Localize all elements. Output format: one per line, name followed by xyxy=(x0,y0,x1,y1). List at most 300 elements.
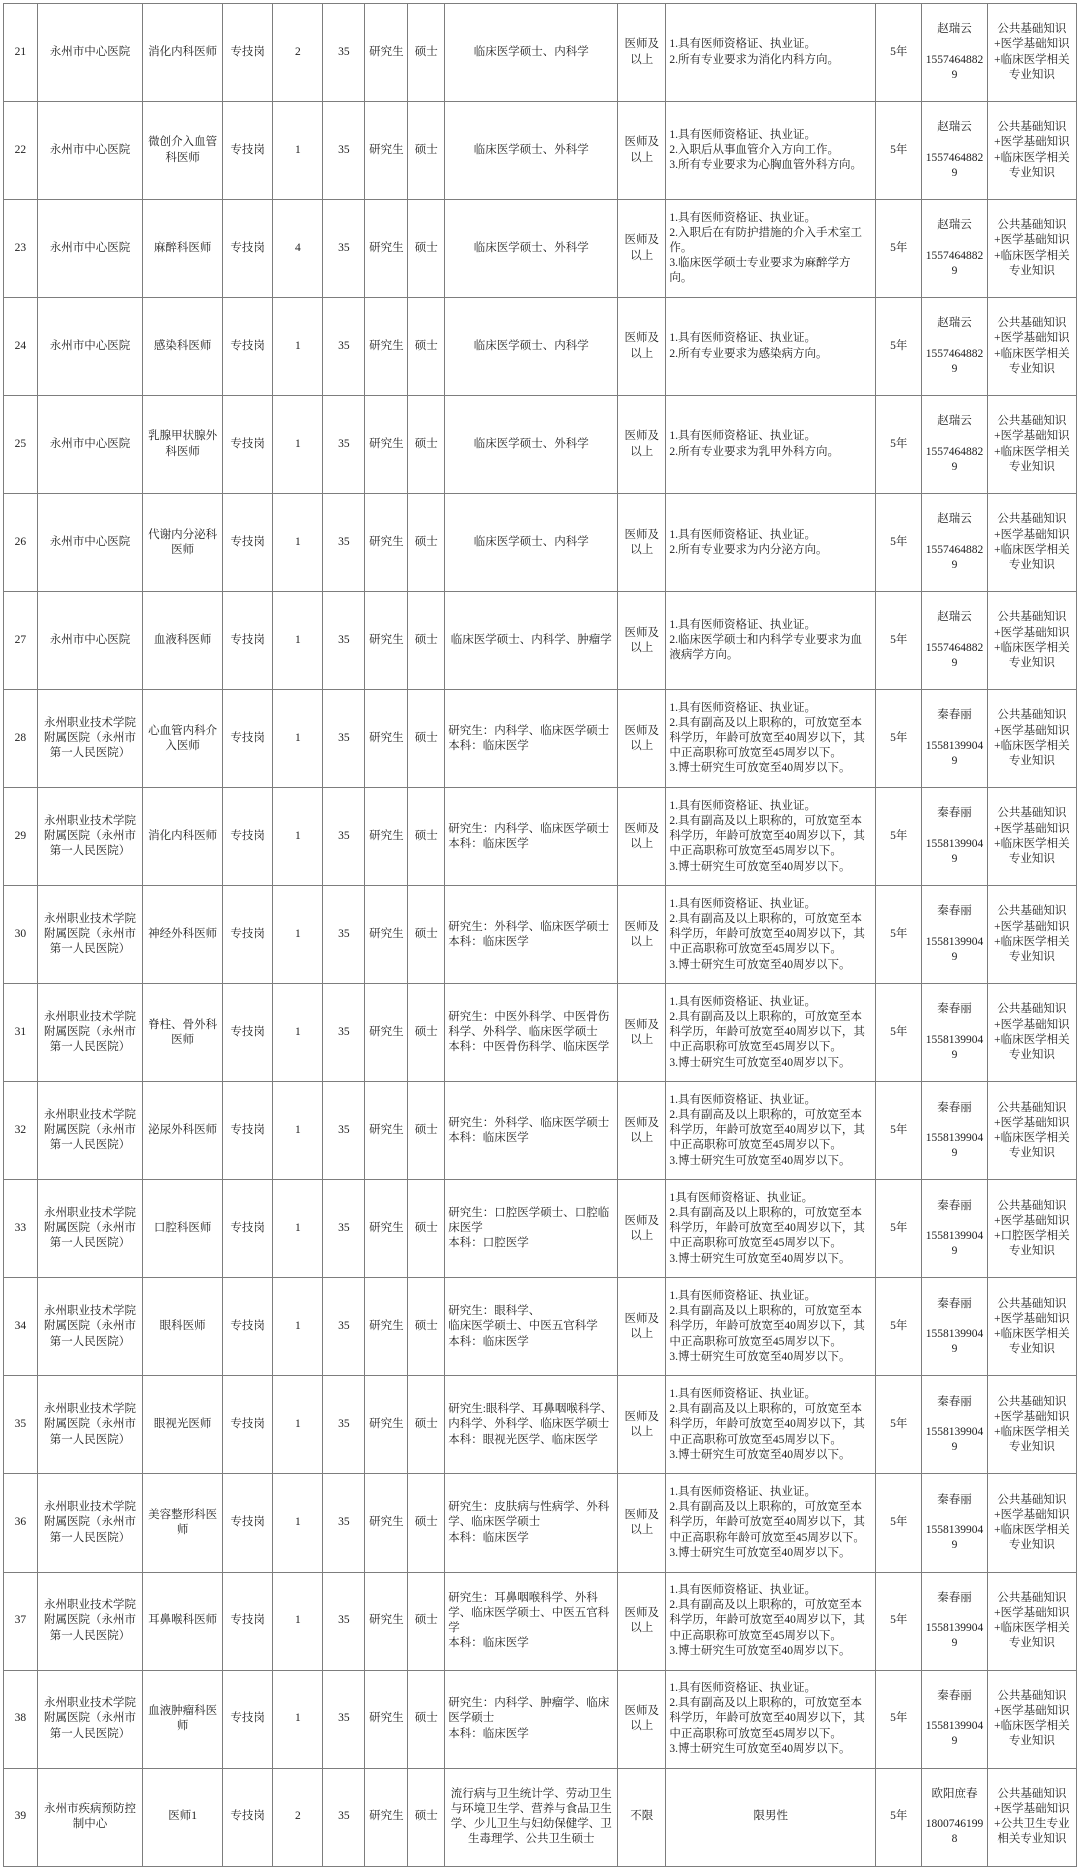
cell-age-limit: 35 xyxy=(323,1180,365,1278)
cell-title-requirement: 医师及以上 xyxy=(618,396,666,494)
contact-phone: 15581399049 xyxy=(925,739,984,767)
cell-service-years: 5年 xyxy=(876,102,922,200)
cell-employer-name: 永州职业技术学院附属医院（永州市第一人民医院） xyxy=(37,1376,142,1474)
cell-title-requirement: 医师及以上 xyxy=(618,592,666,690)
cell-seq-number: 29 xyxy=(4,788,38,886)
cell-degree: 硕士 xyxy=(408,1572,445,1670)
cell-other-requirements: 1.具有医师资格证、执业证。 2.具有副高及以上职称的，可放宽至本科学历，年龄可放宽至40周岁以下，其中正高职称可放宽至45周岁以下。 3.博士研究生可放宽至40周岁以下。 xyxy=(666,1670,876,1768)
cell-degree: 硕士 xyxy=(408,788,445,886)
cell-title-requirement: 医师及以上 xyxy=(618,1278,666,1376)
cell-major-requirement: 研究生：外科学、临床医学硕士 本科：临床医学 xyxy=(445,886,618,984)
cell-seq-number: 26 xyxy=(4,494,38,592)
cell-headcount: 1 xyxy=(273,886,323,984)
cell-exam-subjects: 公共基础知识+医学基础知识+临床医学相关专业知识 xyxy=(987,298,1076,396)
cell-service-years: 5年 xyxy=(876,788,922,886)
cell-position-name: 消化内科医师 xyxy=(143,788,223,886)
contact-name: 赵瑞云 xyxy=(937,219,972,232)
cell-seq-number: 36 xyxy=(4,1474,38,1572)
cell-age-limit: 35 xyxy=(323,592,365,690)
cell-age-limit: 35 xyxy=(323,396,365,494)
cell-major-requirement: 研究生：皮肤病与性病学、外科学、临床医学硕士 本科：临床医学 xyxy=(445,1474,618,1572)
cell-title-requirement: 医师及以上 xyxy=(618,200,666,298)
table-row xyxy=(4,1768,1077,1866)
cell-title-requirement: 医师及以上 xyxy=(618,102,666,200)
cell-education: 研究生 xyxy=(365,494,408,592)
contact-name: 赵瑞云 xyxy=(937,415,972,428)
contact-phone: 15574648829 xyxy=(925,347,984,375)
cell-other-requirements: 1.具有医师资格证、执业证。 2.所有专业要求为感染病方向。 xyxy=(666,298,876,396)
cell-contact xyxy=(922,4,988,102)
cell-age-limit: 35 xyxy=(323,494,365,592)
cell-employer-name: 永州职业技术学院附属医院（永州市第一人民医院） xyxy=(37,1474,142,1572)
cell-contact xyxy=(922,886,988,984)
cell-title-requirement: 医师及以上 xyxy=(618,1572,666,1670)
cell-degree: 硕士 xyxy=(408,984,445,1082)
cell-position-name: 血液科医师 xyxy=(143,592,223,690)
cell-position-name: 脊柱、骨外科医师 xyxy=(143,984,223,1082)
cell-age-limit: 35 xyxy=(323,1474,365,1572)
cell-age-limit: 35 xyxy=(323,690,365,788)
contact-name: 秦春丽 xyxy=(937,1003,972,1016)
cell-headcount: 2 xyxy=(273,4,323,102)
contact-phone: 15581399049 xyxy=(925,1131,984,1160)
contact-name: 欧阳庶春 xyxy=(931,1787,978,1800)
table-row xyxy=(4,788,1077,886)
cell-post-category: 专技岗 xyxy=(223,1572,273,1670)
cell-degree: 硕士 xyxy=(408,1670,445,1768)
contact-name: 秦春丽 xyxy=(937,1297,972,1310)
cell-employer-name: 永州职业技术学院附属医院（永州市第一人民医院） xyxy=(37,1082,142,1180)
cell-contact xyxy=(922,1082,988,1180)
cell-exam-subjects: 公共基础知识+医学基础知识+临床医学相关专业知识 xyxy=(987,1278,1076,1376)
cell-employer-name: 永州职业技术学院附属医院（永州市第一人民医院） xyxy=(37,1180,142,1278)
contact-phone: 15581399049 xyxy=(925,1523,984,1552)
cell-other-requirements: 1.具有医师资格证、执业证。 2.具有副高及以上职称的，可放宽至本科学历，年龄可放宽至40周岁以下，其中正高职称可放宽至45周岁以下。 3.博士研究生可放宽至40周岁以下。 xyxy=(666,1278,876,1376)
contact-name: 赵瑞云 xyxy=(937,611,972,624)
cell-other-requirements: 1.具有医师资格证、执业证。 2.具有副高及以上职称的，可放宽至本科学历，年龄可放宽至40周岁以下，其中正高职称可放宽至45周岁以下。 3.博士研究生可放宽至40周岁以下。 xyxy=(666,1082,876,1180)
cell-exam-subjects: 公共基础知识+医学基础知识+临床医学相关专业知识 xyxy=(987,1082,1076,1180)
job-table-body xyxy=(4,4,1077,1867)
cell-position-name: 血液肿瘤科医师 xyxy=(143,1670,223,1768)
contact-name: 赵瑞云 xyxy=(937,121,972,134)
cell-employer-name: 永州市中心医院 xyxy=(37,102,142,200)
contact-phone: 15574648829 xyxy=(925,543,984,571)
cell-seq-number: 24 xyxy=(4,298,38,396)
cell-headcount: 1 xyxy=(273,788,323,886)
cell-age-limit: 35 xyxy=(323,298,365,396)
cell-exam-subjects: 公共基础知识+医学基础知识+临床医学相关专业知识 xyxy=(987,592,1076,690)
cell-other-requirements: 1.具有医师资格证、执业证。 2.具有副高及以上职称的，可放宽至本科学历，年龄可放宽至40周岁以下，其中正高职称年龄可放宽至45周岁以下。 3.博士研究生可放宽至40周岁以下。 xyxy=(666,1474,876,1572)
cell-service-years: 5年 xyxy=(876,1572,922,1670)
cell-position-name: 代谢内分泌科医师 xyxy=(143,494,223,592)
cell-seq-number: 33 xyxy=(4,1180,38,1278)
cell-degree: 硕士 xyxy=(408,1082,445,1180)
cell-post-category: 专技岗 xyxy=(223,592,273,690)
cell-contact xyxy=(922,592,988,690)
cell-age-limit: 35 xyxy=(323,788,365,886)
contact-phone: 15581399049 xyxy=(925,1425,984,1454)
cell-age-limit: 35 xyxy=(323,1768,365,1866)
cell-exam-subjects: 公共基础知识+医学基础知识+临床医学相关专业知识 xyxy=(987,690,1076,788)
cell-degree: 硕士 xyxy=(408,886,445,984)
cell-position-name: 麻醉科医师 xyxy=(143,200,223,298)
cell-contact xyxy=(922,1278,988,1376)
cell-service-years: 5年 xyxy=(876,396,922,494)
cell-education: 研究生 xyxy=(365,1376,408,1474)
contact-name: 赵瑞云 xyxy=(937,317,972,330)
cell-degree: 硕士 xyxy=(408,1474,445,1572)
cell-exam-subjects: 公共基础知识+医学基础知识+临床医学相关专业知识 xyxy=(987,984,1076,1082)
table-row xyxy=(4,4,1077,102)
cell-headcount: 1 xyxy=(273,1082,323,1180)
cell-post-category: 专技岗 xyxy=(223,984,273,1082)
cell-contact xyxy=(922,200,988,298)
cell-degree: 硕士 xyxy=(408,102,445,200)
cell-employer-name: 永州职业技术学院附属医院（永州市第一人民医院） xyxy=(37,886,142,984)
cell-contact xyxy=(922,1768,988,1866)
cell-education: 研究生 xyxy=(365,788,408,886)
cell-contact xyxy=(922,1474,988,1572)
cell-service-years: 5年 xyxy=(876,494,922,592)
cell-title-requirement: 医师及以上 xyxy=(618,298,666,396)
contact-name: 秦春丽 xyxy=(937,1395,972,1408)
cell-headcount: 1 xyxy=(273,984,323,1082)
cell-degree: 硕士 xyxy=(408,1180,445,1278)
cell-post-category: 专技岗 xyxy=(223,4,273,102)
cell-title-requirement: 医师及以上 xyxy=(618,494,666,592)
cell-major-requirement: 研究生：耳鼻咽喉科学、外科学、临床医学硕士、中医五官科学 本科：临床医学 xyxy=(445,1572,618,1670)
cell-exam-subjects: 公共基础知识+医学基础知识+公共卫生专业相关专业知识 xyxy=(987,1768,1076,1866)
cell-title-requirement: 医师及以上 xyxy=(618,886,666,984)
cell-position-name: 泌尿外科医师 xyxy=(143,1082,223,1180)
cell-contact xyxy=(922,1376,988,1474)
cell-service-years: 5年 xyxy=(876,1670,922,1768)
cell-exam-subjects: 公共基础知识+医学基础知识+临床医学相关专业知识 xyxy=(987,494,1076,592)
cell-education: 研究生 xyxy=(365,298,408,396)
cell-title-requirement: 医师及以上 xyxy=(618,4,666,102)
cell-education: 研究生 xyxy=(365,1278,408,1376)
cell-contact xyxy=(922,102,988,200)
table-row xyxy=(4,1278,1077,1376)
cell-post-category: 专技岗 xyxy=(223,1474,273,1572)
cell-service-years: 5年 xyxy=(876,690,922,788)
contact-phone: 15581399049 xyxy=(925,935,984,963)
cell-other-requirements: 1.具有医师资格证、执业证。 2.所有专业要求为乳甲外科方向。 xyxy=(666,396,876,494)
cell-age-limit: 35 xyxy=(323,1082,365,1180)
contact-phone: 15574648829 xyxy=(925,249,984,277)
cell-post-category: 专技岗 xyxy=(223,1670,273,1768)
cell-contact xyxy=(922,788,988,886)
cell-seq-number: 37 xyxy=(4,1572,38,1670)
table-row xyxy=(4,396,1077,494)
cell-position-name: 消化内科医师 xyxy=(143,4,223,102)
cell-degree: 硕士 xyxy=(408,592,445,690)
cell-major-requirement: 临床医学硕士、外科学 xyxy=(445,396,618,494)
table-row xyxy=(4,494,1077,592)
cell-education: 研究生 xyxy=(365,984,408,1082)
cell-service-years: 5年 xyxy=(876,298,922,396)
cell-other-requirements: 1.具有医师资格证、执业证。 2.具有副高及以上职称的，可放宽至本科学历，年龄可放宽至40周岁以下，其中正高职称可放宽至45周岁以下。 3.博士研究生可放宽至40周岁以下。 xyxy=(666,788,876,886)
cell-service-years: 5年 xyxy=(876,984,922,1082)
cell-education: 研究生 xyxy=(365,592,408,690)
cell-post-category: 专技岗 xyxy=(223,102,273,200)
cell-education: 研究生 xyxy=(365,1180,408,1278)
cell-age-limit: 35 xyxy=(323,1670,365,1768)
cell-major-requirement: 临床医学硕士、内科学、肿瘤学 xyxy=(445,592,618,690)
cell-degree: 硕士 xyxy=(408,4,445,102)
cell-position-name: 心血管内科介入医师 xyxy=(143,690,223,788)
table-row xyxy=(4,1082,1077,1180)
cell-employer-name: 永州职业技术学院附属医院（永州市第一人民医院） xyxy=(37,1572,142,1670)
cell-major-requirement: 研究生：内科学、临床医学硕士 本科：临床医学 xyxy=(445,690,618,788)
cell-seq-number: 30 xyxy=(4,886,38,984)
cell-degree: 硕士 xyxy=(408,396,445,494)
cell-other-requirements: 1.具有医师资格证、执业证。 2.临床医学硕士和内科学专业要求为血液病学方向。 xyxy=(666,592,876,690)
cell-headcount: 1 xyxy=(273,1474,323,1572)
contact-name: 秦春丽 xyxy=(937,1689,972,1702)
cell-post-category: 专技岗 xyxy=(223,1768,273,1866)
cell-major-requirement: 临床医学硕士、外科学 xyxy=(445,200,618,298)
cell-education: 研究生 xyxy=(365,200,408,298)
cell-headcount: 1 xyxy=(273,1180,323,1278)
cell-exam-subjects: 公共基础知识+医学基础知识+临床医学相关专业知识 xyxy=(987,1474,1076,1572)
cell-title-requirement: 医师及以上 xyxy=(618,1474,666,1572)
cell-age-limit: 35 xyxy=(323,1376,365,1474)
cell-degree: 硕士 xyxy=(408,1768,445,1866)
contact-phone: 15574648829 xyxy=(925,445,984,473)
table-row xyxy=(4,298,1077,396)
cell-degree: 硕士 xyxy=(408,298,445,396)
cell-exam-subjects: 公共基础知识+医学基础知识+临床医学相关专业知识 xyxy=(987,396,1076,494)
cell-education: 研究生 xyxy=(365,1474,408,1572)
cell-post-category: 专技岗 xyxy=(223,200,273,298)
table-row xyxy=(4,1180,1077,1278)
cell-title-requirement: 医师及以上 xyxy=(618,1670,666,1768)
table-row xyxy=(4,886,1077,984)
cell-service-years: 5年 xyxy=(876,886,922,984)
cell-position-name: 口腔科医师 xyxy=(143,1180,223,1278)
cell-other-requirements: 1.具有医师资格证、执业证。 2.具有副高及以上职称的，可放宽至本科学历，年龄可放宽至40周岁以下，其中正高职称可放宽至45周岁以下。 3.博士研究生可放宽至40周岁以下。 xyxy=(666,1572,876,1670)
cell-degree: 硕士 xyxy=(408,1278,445,1376)
contact-phone: 15574648829 xyxy=(925,151,984,179)
cell-other-requirements: 1具有医师资格证、执业证。 2.具有副高及以上职称的，可放宽至本科学历，年龄可放宽至40周岁以下，其中正高职称可放宽至45周岁以下。 3.博士研究生可放宽至40周岁以下。 xyxy=(666,1180,876,1278)
cell-seq-number: 22 xyxy=(4,102,38,200)
cell-service-years: 5年 xyxy=(876,1278,922,1376)
contact-phone: 15574648829 xyxy=(925,53,984,81)
contact-name: 赵瑞云 xyxy=(937,23,972,36)
cell-title-requirement: 医师及以上 xyxy=(618,1082,666,1180)
table-row xyxy=(4,1670,1077,1768)
cell-major-requirement: 临床医学硕士、内科学 xyxy=(445,298,618,396)
cell-post-category: 专技岗 xyxy=(223,494,273,592)
cell-headcount: 1 xyxy=(273,1572,323,1670)
cell-major-requirement: 研究生:眼科学、耳鼻咽喉科学、内科学、外科学、临床医学硕士 本科：眼视光医学、临床医学 xyxy=(445,1376,618,1474)
cell-post-category: 专技岗 xyxy=(223,690,273,788)
contact-name: 秦春丽 xyxy=(937,905,972,918)
cell-position-name: 医师1 xyxy=(143,1768,223,1866)
contact-phone: 15581399049 xyxy=(925,1327,984,1356)
cell-position-name: 感染科医师 xyxy=(143,298,223,396)
contact-phone: 15581399049 xyxy=(925,837,984,865)
cell-contact xyxy=(922,1180,988,1278)
cell-major-requirement: 临床医学硕士、外科学 xyxy=(445,102,618,200)
cell-service-years: 5年 xyxy=(876,200,922,298)
cell-employer-name: 永州市疾病预防控制中心 xyxy=(37,1768,142,1866)
cell-service-years: 5年 xyxy=(876,1180,922,1278)
cell-employer-name: 永州职业技术学院附属医院（永州市第一人民医院） xyxy=(37,690,142,788)
cell-major-requirement: 研究生：眼科学、 临床医学硕士、中医五官科学 本科：临床医学 xyxy=(445,1278,618,1376)
cell-post-category: 专技岗 xyxy=(223,788,273,886)
cell-title-requirement: 医师及以上 xyxy=(618,788,666,886)
cell-seq-number: 32 xyxy=(4,1082,38,1180)
cell-age-limit: 35 xyxy=(323,102,365,200)
cell-seq-number: 23 xyxy=(4,200,38,298)
cell-education: 研究生 xyxy=(365,4,408,102)
cell-employer-name: 永州市中心医院 xyxy=(37,4,142,102)
cell-seq-number: 21 xyxy=(4,4,38,102)
cell-degree: 硕士 xyxy=(408,1376,445,1474)
cell-post-category: 专技岗 xyxy=(223,1082,273,1180)
cell-headcount: 1 xyxy=(273,102,323,200)
cell-post-category: 专技岗 xyxy=(223,1278,273,1376)
cell-contact xyxy=(922,984,988,1082)
cell-headcount: 4 xyxy=(273,200,323,298)
cell-headcount: 1 xyxy=(273,690,323,788)
cell-degree: 硕士 xyxy=(408,494,445,592)
cell-exam-subjects: 公共基础知识+医学基础知识+临床医学相关专业知识 xyxy=(987,886,1076,984)
cell-seq-number: 25 xyxy=(4,396,38,494)
cell-seq-number: 39 xyxy=(4,1768,38,1866)
contact-name: 秦春丽 xyxy=(937,1101,972,1114)
cell-position-name: 眼视光医师 xyxy=(143,1376,223,1474)
cell-headcount: 1 xyxy=(273,592,323,690)
cell-contact xyxy=(922,298,988,396)
contact-name: 秦春丽 xyxy=(937,1493,972,1506)
cell-other-requirements: 1.具有医师资格证、执业证。 2.具有副高及以上职称的，可放宽至本科学历，年龄可放宽至40周岁以下，其中正高职称可放宽至45周岁以下。 3.博士研究生可放宽至40周岁以下。 xyxy=(666,886,876,984)
cell-exam-subjects: 公共基础知识+医学基础知识+临床医学相关专业知识 xyxy=(987,1376,1076,1474)
cell-major-requirement: 流行病与卫生统计学、劳动卫生与环境卫生学、营养与食品卫生学、少儿卫生与妇幼保健学、卫生毒理学、公共卫生硕士 xyxy=(445,1768,618,1866)
cell-contact xyxy=(922,1670,988,1768)
cell-education: 研究生 xyxy=(365,690,408,788)
cell-employer-name: 永州市中心医院 xyxy=(37,298,142,396)
cell-exam-subjects: 公共基础知识+医学基础知识+口腔医学相关专业知识 xyxy=(987,1180,1076,1278)
contact-phone: 15574648829 xyxy=(925,641,984,669)
contact-phone: 15581399049 xyxy=(925,1720,984,1748)
cell-employer-name: 永州市中心医院 xyxy=(37,494,142,592)
cell-other-requirements: 1.具有医师资格证、执业证。 2.具有副高及以上职称的，可放宽至本科学历，年龄可放宽至40周岁以下，其中正高职称可放宽至45周岁以下。 3.博士研究生可放宽至40周岁以下。 xyxy=(666,984,876,1082)
contact-phone: 18007461998 xyxy=(925,1818,984,1846)
cell-other-requirements: 1.具有医师资格证、执业证。 2.所有专业要求为消化内科方向。 xyxy=(666,4,876,102)
cell-position-name: 微创介入血管科医师 xyxy=(143,102,223,200)
cell-seq-number: 38 xyxy=(4,1670,38,1768)
cell-major-requirement: 研究生：中医外科学、中医骨伤科学、外科学、临床医学硕士 本科：中医骨伤科学、临床医学 xyxy=(445,984,618,1082)
cell-education: 研究生 xyxy=(365,102,408,200)
table-row xyxy=(4,690,1077,788)
cell-headcount: 1 xyxy=(273,494,323,592)
cell-employer-name: 永州市中心医院 xyxy=(37,200,142,298)
cell-service-years: 5年 xyxy=(876,1474,922,1572)
contact-name: 秦春丽 xyxy=(937,1591,972,1604)
cell-position-name: 耳鼻喉科医师 xyxy=(143,1572,223,1670)
cell-post-category: 专技岗 xyxy=(223,298,273,396)
cell-post-category: 专技岗 xyxy=(223,396,273,494)
cell-title-requirement: 医师及以上 xyxy=(618,1376,666,1474)
cell-service-years: 5年 xyxy=(876,1376,922,1474)
table-row xyxy=(4,1474,1077,1572)
cell-seq-number: 27 xyxy=(4,592,38,690)
cell-employer-name: 永州市中心医院 xyxy=(37,592,142,690)
contact-phone: 15581399049 xyxy=(925,1033,984,1061)
cell-age-limit: 35 xyxy=(323,984,365,1082)
table-row xyxy=(4,592,1077,690)
cell-education: 研究生 xyxy=(365,396,408,494)
cell-other-requirements: 限男性 xyxy=(666,1768,876,1866)
cell-position-name: 美容整形科医师 xyxy=(143,1474,223,1572)
cell-age-limit: 35 xyxy=(323,886,365,984)
cell-headcount: 1 xyxy=(273,396,323,494)
cell-position-name: 神经外科医师 xyxy=(143,886,223,984)
contact-name: 秦春丽 xyxy=(937,807,972,820)
cell-degree: 硕士 xyxy=(408,690,445,788)
contact-name: 秦春丽 xyxy=(937,709,972,722)
cell-exam-subjects: 公共基础知识+医学基础知识+临床医学相关专业知识 xyxy=(987,4,1076,102)
cell-education: 研究生 xyxy=(365,1670,408,1768)
contact-name: 赵瑞云 xyxy=(937,513,972,526)
cell-age-limit: 35 xyxy=(323,1572,365,1670)
cell-major-requirement: 研究生：口腔医学硕士、口腔临床医学 本科：口腔医学 xyxy=(445,1180,618,1278)
cell-service-years: 5年 xyxy=(876,1082,922,1180)
cell-exam-subjects: 公共基础知识+医学基础知识+临床医学相关专业知识 xyxy=(987,788,1076,886)
cell-title-requirement: 医师及以上 xyxy=(618,690,666,788)
cell-headcount: 1 xyxy=(273,298,323,396)
cell-education: 研究生 xyxy=(365,1768,408,1866)
cell-headcount: 1 xyxy=(273,1278,323,1376)
cell-age-limit: 35 xyxy=(323,200,365,298)
cell-service-years: 5年 xyxy=(876,592,922,690)
contact-phone: 15581399049 xyxy=(925,1229,984,1258)
table-row xyxy=(4,984,1077,1082)
cell-contact xyxy=(922,494,988,592)
cell-service-years: 5年 xyxy=(876,4,922,102)
cell-other-requirements: 1.具有医师资格证、执业证。 2.入职后在有防护措施的介入手术室工作。 3.临床医学硕士专业要求为麻醉学方向。 xyxy=(666,200,876,298)
cell-degree: 硕士 xyxy=(408,200,445,298)
cell-contact xyxy=(922,1572,988,1670)
cell-other-requirements: 1.具有医师资格证、执业证。 2.所有专业要求为内分泌方向。 xyxy=(666,494,876,592)
cell-employer-name: 永州职业技术学院附属医院（永州市第一人民医院） xyxy=(37,788,142,886)
cell-employer-name: 永州市中心医院 xyxy=(37,396,142,494)
cell-exam-subjects: 公共基础知识+医学基础知识+临床医学相关专业知识 xyxy=(987,200,1076,298)
table-row xyxy=(4,102,1077,200)
cell-contact xyxy=(922,396,988,494)
cell-post-category: 专技岗 xyxy=(223,1376,273,1474)
cell-exam-subjects: 公共基础知识+医学基础知识+临床医学相关专业知识 xyxy=(987,1670,1076,1768)
cell-age-limit: 35 xyxy=(323,4,365,102)
cell-major-requirement: 临床医学硕士、内科学 xyxy=(445,494,618,592)
cell-age-limit: 35 xyxy=(323,1278,365,1376)
cell-employer-name: 永州职业技术学院附属医院（永州市第一人民医院） xyxy=(37,1670,142,1768)
cell-education: 研究生 xyxy=(365,1082,408,1180)
cell-post-category: 专技岗 xyxy=(223,1180,273,1278)
cell-post-category: 专技岗 xyxy=(223,886,273,984)
cell-headcount: 1 xyxy=(273,1670,323,1768)
cell-other-requirements: 1.具有医师资格证、执业证。 2.具有副高及以上职称的，可放宽至本科学历，年龄可放宽至40周岁以下，其中正高职称可放宽至45周岁以下。 3.博士研究生可放宽至40周岁以下。 xyxy=(666,690,876,788)
cell-education: 研究生 xyxy=(365,1572,408,1670)
contact-phone: 15581399049 xyxy=(925,1622,984,1650)
cell-major-requirement: 研究生：内科学、临床医学硕士 本科：临床医学 xyxy=(445,788,618,886)
cell-major-requirement: 研究生：内科学、肿瘤学、临床医学硕士 本科：临床医学 xyxy=(445,1670,618,1768)
cell-other-requirements: 1.具有医师资格证、执业证。 2.入职后从事血管介入方向工作。 3.所有专业要求为心胸血管外科方向。 xyxy=(666,102,876,200)
table-row xyxy=(4,200,1077,298)
